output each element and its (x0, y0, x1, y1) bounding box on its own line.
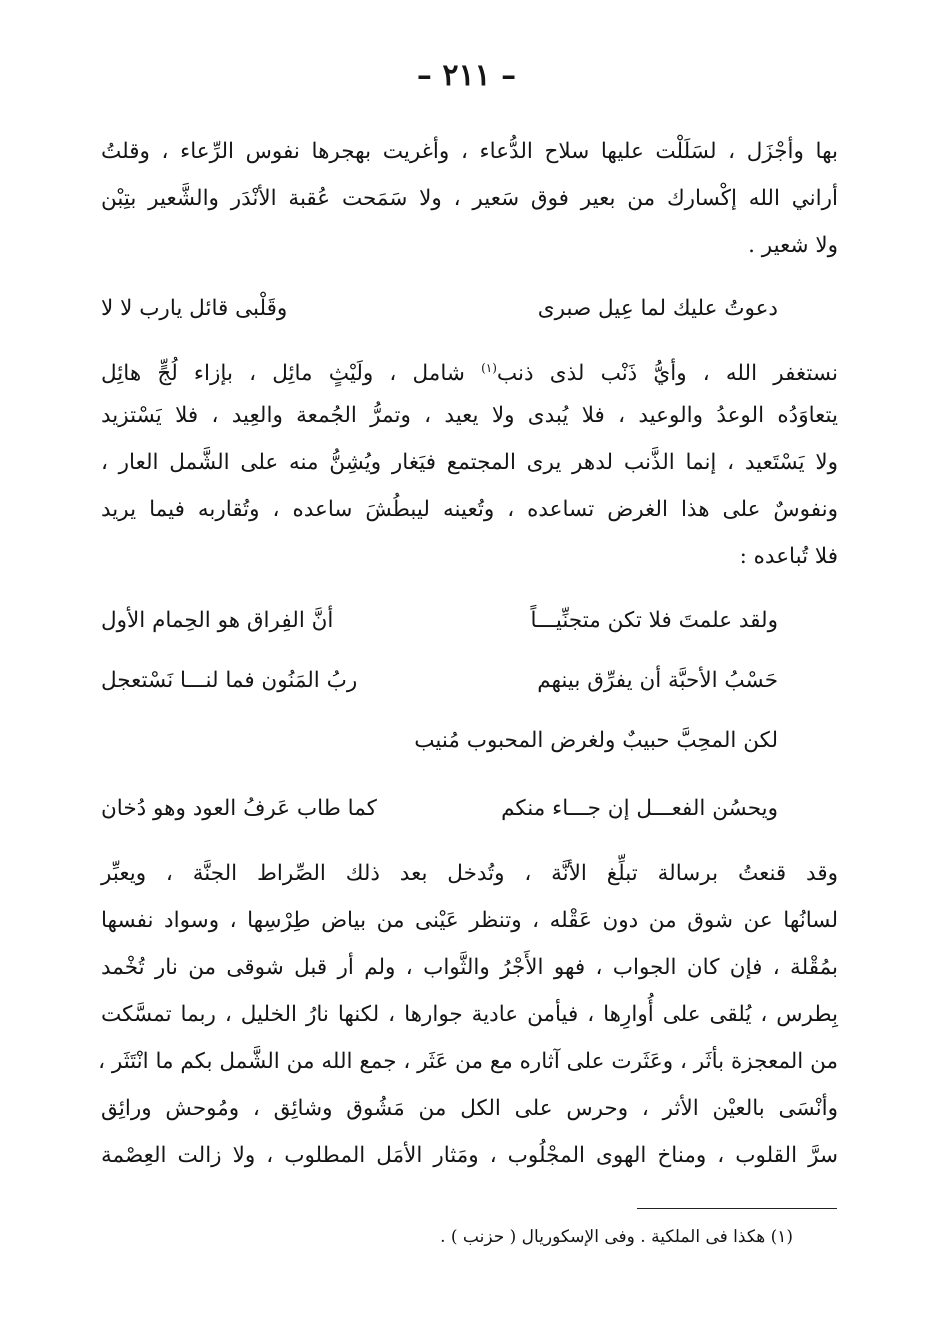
text-line: بِطرس ، يُلقى على أُوارِها ، فيأمن عادية جوارها ، لكنها نارُ الخليل ، ربما تمسَّكت (101, 1002, 838, 1027)
text-line: من المعجزة بأثَر ، وعَثَرت على آثاره مع من عَثَر ، جمع الله من الشَّمل بكم ما انْتَثَر ، (98, 1049, 838, 1074)
verse-hemistich-second: كما طاب عَرفُ العود وهو دُخان (101, 796, 377, 821)
text-segment: شامل ، ولَيْثٍ مائِل ، بإزاء لُجٍّ هائِل (101, 361, 482, 387)
text-line: أراني الله إكْسارك من بعير فوق سَعير ، ولا سَمَحت عُقبة الأنْدَر والشَّعير بتِبْن (101, 186, 838, 211)
verse-hemistich-first: ولقد علمتَ فلا تكن متجنِّيـــاً (530, 608, 778, 633)
text-line: ولا شعير . (748, 233, 838, 258)
verse-hemistich-second: وقَلْبى قائل يارب لا لا (101, 296, 288, 321)
text-line: ونفوسٌ على هذا الغرض تساعده ، وتُعينه ليبطُشَ ساعده ، وتُقاربه فيما يريد (101, 497, 838, 522)
text-line: سرَّ القلوب ، ومناخ الهوى المجْلُوب ، ومَثار الأمَل المطلوب ، ولا زالت العِصْمة (101, 1143, 838, 1168)
verse-hemistich-first: ويحسُن الفعـــل إن جـــاء منكم (501, 796, 778, 821)
verse-hemistich-second: أنَّ الفِراق هو الحِمام الأول (101, 608, 334, 633)
text-line: يتعاوَدُه الوعدُ والوعيد ، فلا يُبدى ولا يعيد ، وتمرُّ الجُمعة والعِيد ، فلا يَسْتزيد (101, 403, 838, 428)
text-line (101, 345, 838, 392)
verse-line (101, 600, 838, 650)
text-segment: نستغفر الله ، وأيُّ ذَنْب لذى ذنب (496, 361, 838, 387)
verse-hemistich-first: دعوتُ عليك لما عِيل صبرى (537, 296, 778, 321)
text-line: لسانُها عن شوق من دون عَقْله ، وتنظر عَيْنى من بياض طِرْسِها ، وسواد نفسها (101, 908, 838, 933)
page-number: – ٢١١ – (416, 58, 517, 93)
verse-line (101, 720, 838, 770)
verse-line (101, 660, 838, 710)
paragraph (98, 850, 838, 1179)
paragraph (101, 345, 838, 580)
footnote-marker: (١) (481, 361, 497, 375)
text-line: فلا تُباعده : (739, 544, 838, 569)
text-line: ولا يَسْتَعيد ، إنما الذَّنب لدهر يرى المجتمع فيَغار ويُشِنُّ منه على الشَّمل العار ، (101, 450, 838, 475)
text-line: وقد قنعتُ برسالة تبلِّغ الأنَّة ، وتُدخل بعد ذلك الصِّراط الجنَّة ، ويعبِّر (101, 861, 838, 886)
verse-line (101, 788, 838, 838)
footnote: (١) هكذا فى الملكية . وفى الإسكوريال ( حزنب ) . (440, 1227, 793, 1247)
verse-hemistich-first: لكن المحِبَّ حبيبٌ ولغرض المحبوب مُنيب (414, 728, 778, 753)
verse-line (101, 288, 838, 338)
text-line: بها وأجْزَل ، لسَلَلْت عليها سلاح الدُّعاء ، وأغريت بهجرها نفوس الرِّعاء ، وقلتُ (101, 139, 838, 164)
text-line: وأنْسَى بالعيْن الأثر ، وحرس على الكل من مَشُوق وشائِق ، ومُوحش ورائِق (101, 1096, 838, 1121)
text-line: بمُقْلة ، فإن كان الجواب ، فهو الأَجْرُ والثَّواب ، ولم أر قبل شوقى من نار تُخْمد (101, 955, 838, 980)
footnote-divider (637, 1208, 837, 1209)
verse-hemistich-first: حَسْبُ الأحبَّة أن يفرِّق بينهم (537, 668, 778, 693)
verse-hemistich-second: ربُ المَنُون فما لنـــا نَسْتعجل (101, 668, 358, 693)
paragraph (101, 128, 838, 269)
